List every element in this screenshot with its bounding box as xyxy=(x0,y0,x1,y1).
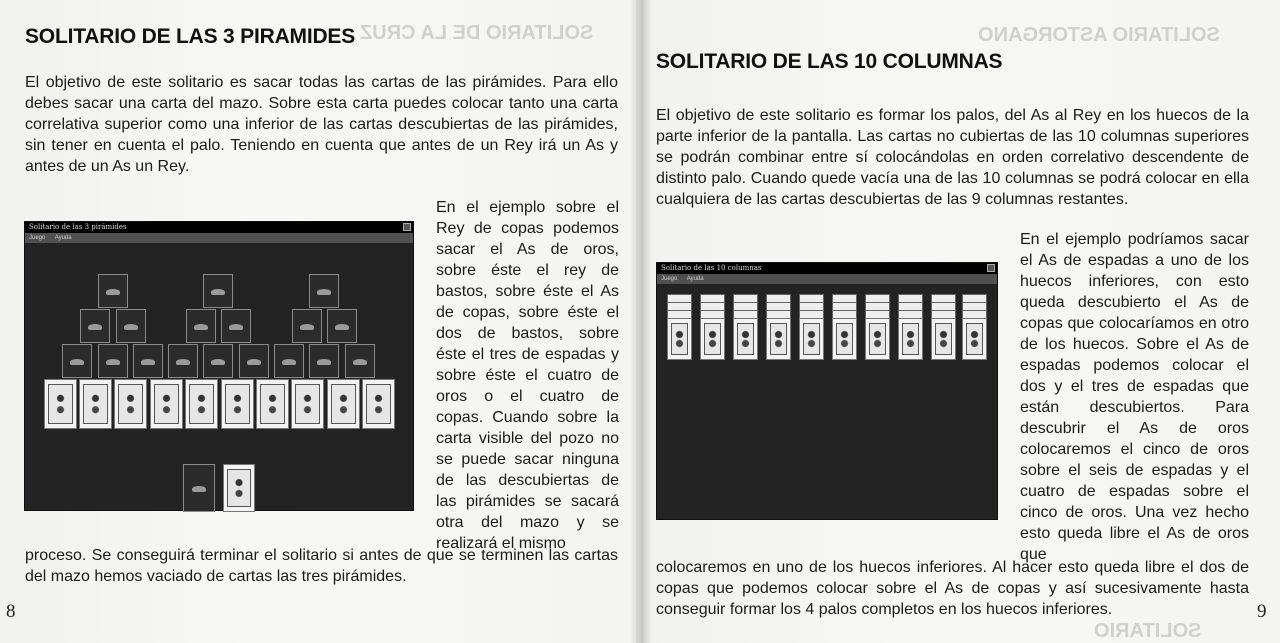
card-column[interactable] xyxy=(832,294,857,364)
window-menubar xyxy=(25,233,413,243)
playing-card-icon[interactable] xyxy=(733,318,758,360)
left-page xyxy=(0,0,636,643)
card-column[interactable] xyxy=(733,294,758,364)
playing-card-icon[interactable] xyxy=(185,379,218,429)
close-icon[interactable] xyxy=(987,264,995,272)
left-example-paragraph: En el ejemplo sobre el Rey de copas podemos sacar el As de oros, sobre éste el rey de bastos, sobre éste el As de copas, sobre éste el dos de bastos, sobre éste el tres de espadas y sobre éste el cuatro de oros o el cuatro de copas. Cuando sobre la carta visible del pozo no se puede sacar ninguna de las descubiertas de las pirámides se sacará otra del mazo y se realizará el mismo xyxy=(436,199,619,552)
bleed-through-text: SOLITARIO DE LA CRUZ xyxy=(360,22,594,44)
card-column[interactable] xyxy=(898,294,923,364)
right-closing-paragraph: colocaremos en uno de los huecos inferiores. Al hacer esto queda libre el dos de copas que podemos colocar sobre el As de copas y así sucesivamente hasta conseguir formar los 4 palos completos en los huecos inferiores. xyxy=(656,559,1249,618)
menu-juego[interactable]: Juego xyxy=(661,276,678,282)
card-back-icon xyxy=(98,274,128,308)
card-back-icon xyxy=(133,344,163,378)
book-gutter xyxy=(630,0,652,643)
playing-card-icon[interactable] xyxy=(221,379,254,429)
right-page xyxy=(644,0,1280,643)
playing-card-icon[interactable] xyxy=(799,318,824,360)
card-column[interactable] xyxy=(865,294,890,364)
playing-card-icon[interactable] xyxy=(150,379,183,429)
playing-card-icon[interactable] xyxy=(291,379,324,429)
card-column[interactable] xyxy=(962,294,987,364)
card-back-icon xyxy=(292,309,322,343)
card-column[interactable] xyxy=(799,294,824,364)
close-icon[interactable] xyxy=(403,223,411,231)
card-back-icon xyxy=(239,344,269,378)
card-back-icon xyxy=(116,309,146,343)
bleed-through-text: SOLITARIO xyxy=(1094,620,1202,642)
right-example-paragraph: En el ejemplo podríamos sacar el As de espadas a uno de los huecos inferiores, con esto queda descubierto el As de copas que colocaríamos en otro de los huecos. Sobre el As de espadas podemos colocar el dos y el tres de espadas que están descubiertos. Para descubrir el As de oros colocaremos el cinco de oros sobre el seis de espadas y el cuatro de espadas sobre el cinco de oros. Una vez hecho esto queda libre el As de oros que xyxy=(1020,231,1249,563)
card-back-icon xyxy=(274,344,304,378)
menu-ayuda[interactable]: Ayuda xyxy=(54,235,72,241)
card-back-icon xyxy=(327,309,357,343)
right-page-title: SOLITARIO DE LAS 10 COLUMNAS xyxy=(656,50,1003,73)
card-back-icon xyxy=(98,344,128,378)
playing-card-icon[interactable] xyxy=(362,379,395,429)
playing-card-icon[interactable] xyxy=(256,379,289,429)
card-back-icon xyxy=(62,344,92,378)
card-back-icon xyxy=(309,344,339,378)
playing-card-icon[interactable] xyxy=(962,318,987,360)
menu-juego[interactable]: Juego xyxy=(29,235,46,241)
page-number-left: 8 xyxy=(6,601,16,622)
menu-ayuda[interactable]: Ayuda xyxy=(686,276,704,282)
left-intro-paragraph: El objetivo de este solitario es sacar todas las cartas de las pirámides. Para ello debes sacar una carta del mazo. Sobre esta carta puedes colocar tanto una carta correlativa superior como una inferior de las cartas descubiertas de las pirámides, sin tener en cuenta el palo. Teniendo en cuenta que antes de un Rey irá un As y antes de un As un Rey. xyxy=(25,74,618,175)
card-back-icon xyxy=(309,274,339,308)
card-back-icon xyxy=(221,309,251,343)
card-column[interactable] xyxy=(667,294,692,364)
card-column[interactable] xyxy=(766,294,791,364)
bleed-through-text: SOLITARIO ASTORGANO xyxy=(978,24,1220,46)
card-back-icon xyxy=(80,309,110,343)
playing-card-icon[interactable] xyxy=(114,379,147,429)
card-back-icon xyxy=(345,344,375,378)
playing-card-icon[interactable] xyxy=(766,318,791,360)
playing-card-icon[interactable] xyxy=(931,318,956,360)
game-felt xyxy=(25,243,413,510)
right-intro-paragraph: El objetivo de este solitario es formar los palos, del As al Rey en los huecos de la parte inferior de la pantalla. Las cartas no cubiertas de las 10 columnas superiores se podrán combinar entre sí colocándolas en orden correlativo descendente de distinto palo. Cuando quede vacía una de las 10 columnas se podrá colocar en ella cualquiera de las cartas descubiertas de las 9 columnas restantes. xyxy=(656,107,1249,208)
playing-card-icon[interactable] xyxy=(44,379,77,429)
left-page-title: SOLITARIO DE LAS 3 PIRAMIDES xyxy=(25,25,356,48)
left-closing-paragraph: proceso. Se conseguirá terminar el solitario si antes de que se terminen las cartas del mazo hemos vaciado de cartas las tres pirámides. xyxy=(25,547,618,585)
playing-card-icon[interactable] xyxy=(865,318,890,360)
waste-card-icon[interactable] xyxy=(223,464,255,512)
card-column[interactable] xyxy=(931,294,956,364)
window-titlebar xyxy=(25,222,413,233)
playing-card-icon[interactable] xyxy=(832,318,857,360)
stock-card-back-icon[interactable] xyxy=(183,464,215,512)
window-title: Solitario de las 10 columnas xyxy=(661,264,762,272)
playing-card-icon[interactable] xyxy=(667,318,692,360)
card-back-icon xyxy=(203,344,233,378)
ten-columns-game-window xyxy=(656,262,998,520)
playing-card-icon[interactable] xyxy=(79,379,112,429)
card-back-icon xyxy=(168,344,198,378)
card-column[interactable] xyxy=(700,294,725,364)
playing-card-icon[interactable] xyxy=(327,379,360,429)
playing-card-icon[interactable] xyxy=(898,318,923,360)
card-back-icon xyxy=(186,309,216,343)
pyramid-game-window xyxy=(24,221,414,511)
window-menubar xyxy=(657,274,997,284)
playing-card-icon[interactable] xyxy=(700,318,725,360)
window-title: Solitario de las 3 pirámides xyxy=(29,223,127,231)
window-titlebar xyxy=(657,263,997,274)
page-number-right: 9 xyxy=(1257,601,1267,622)
card-back-icon xyxy=(203,274,233,308)
game-felt xyxy=(657,284,997,519)
